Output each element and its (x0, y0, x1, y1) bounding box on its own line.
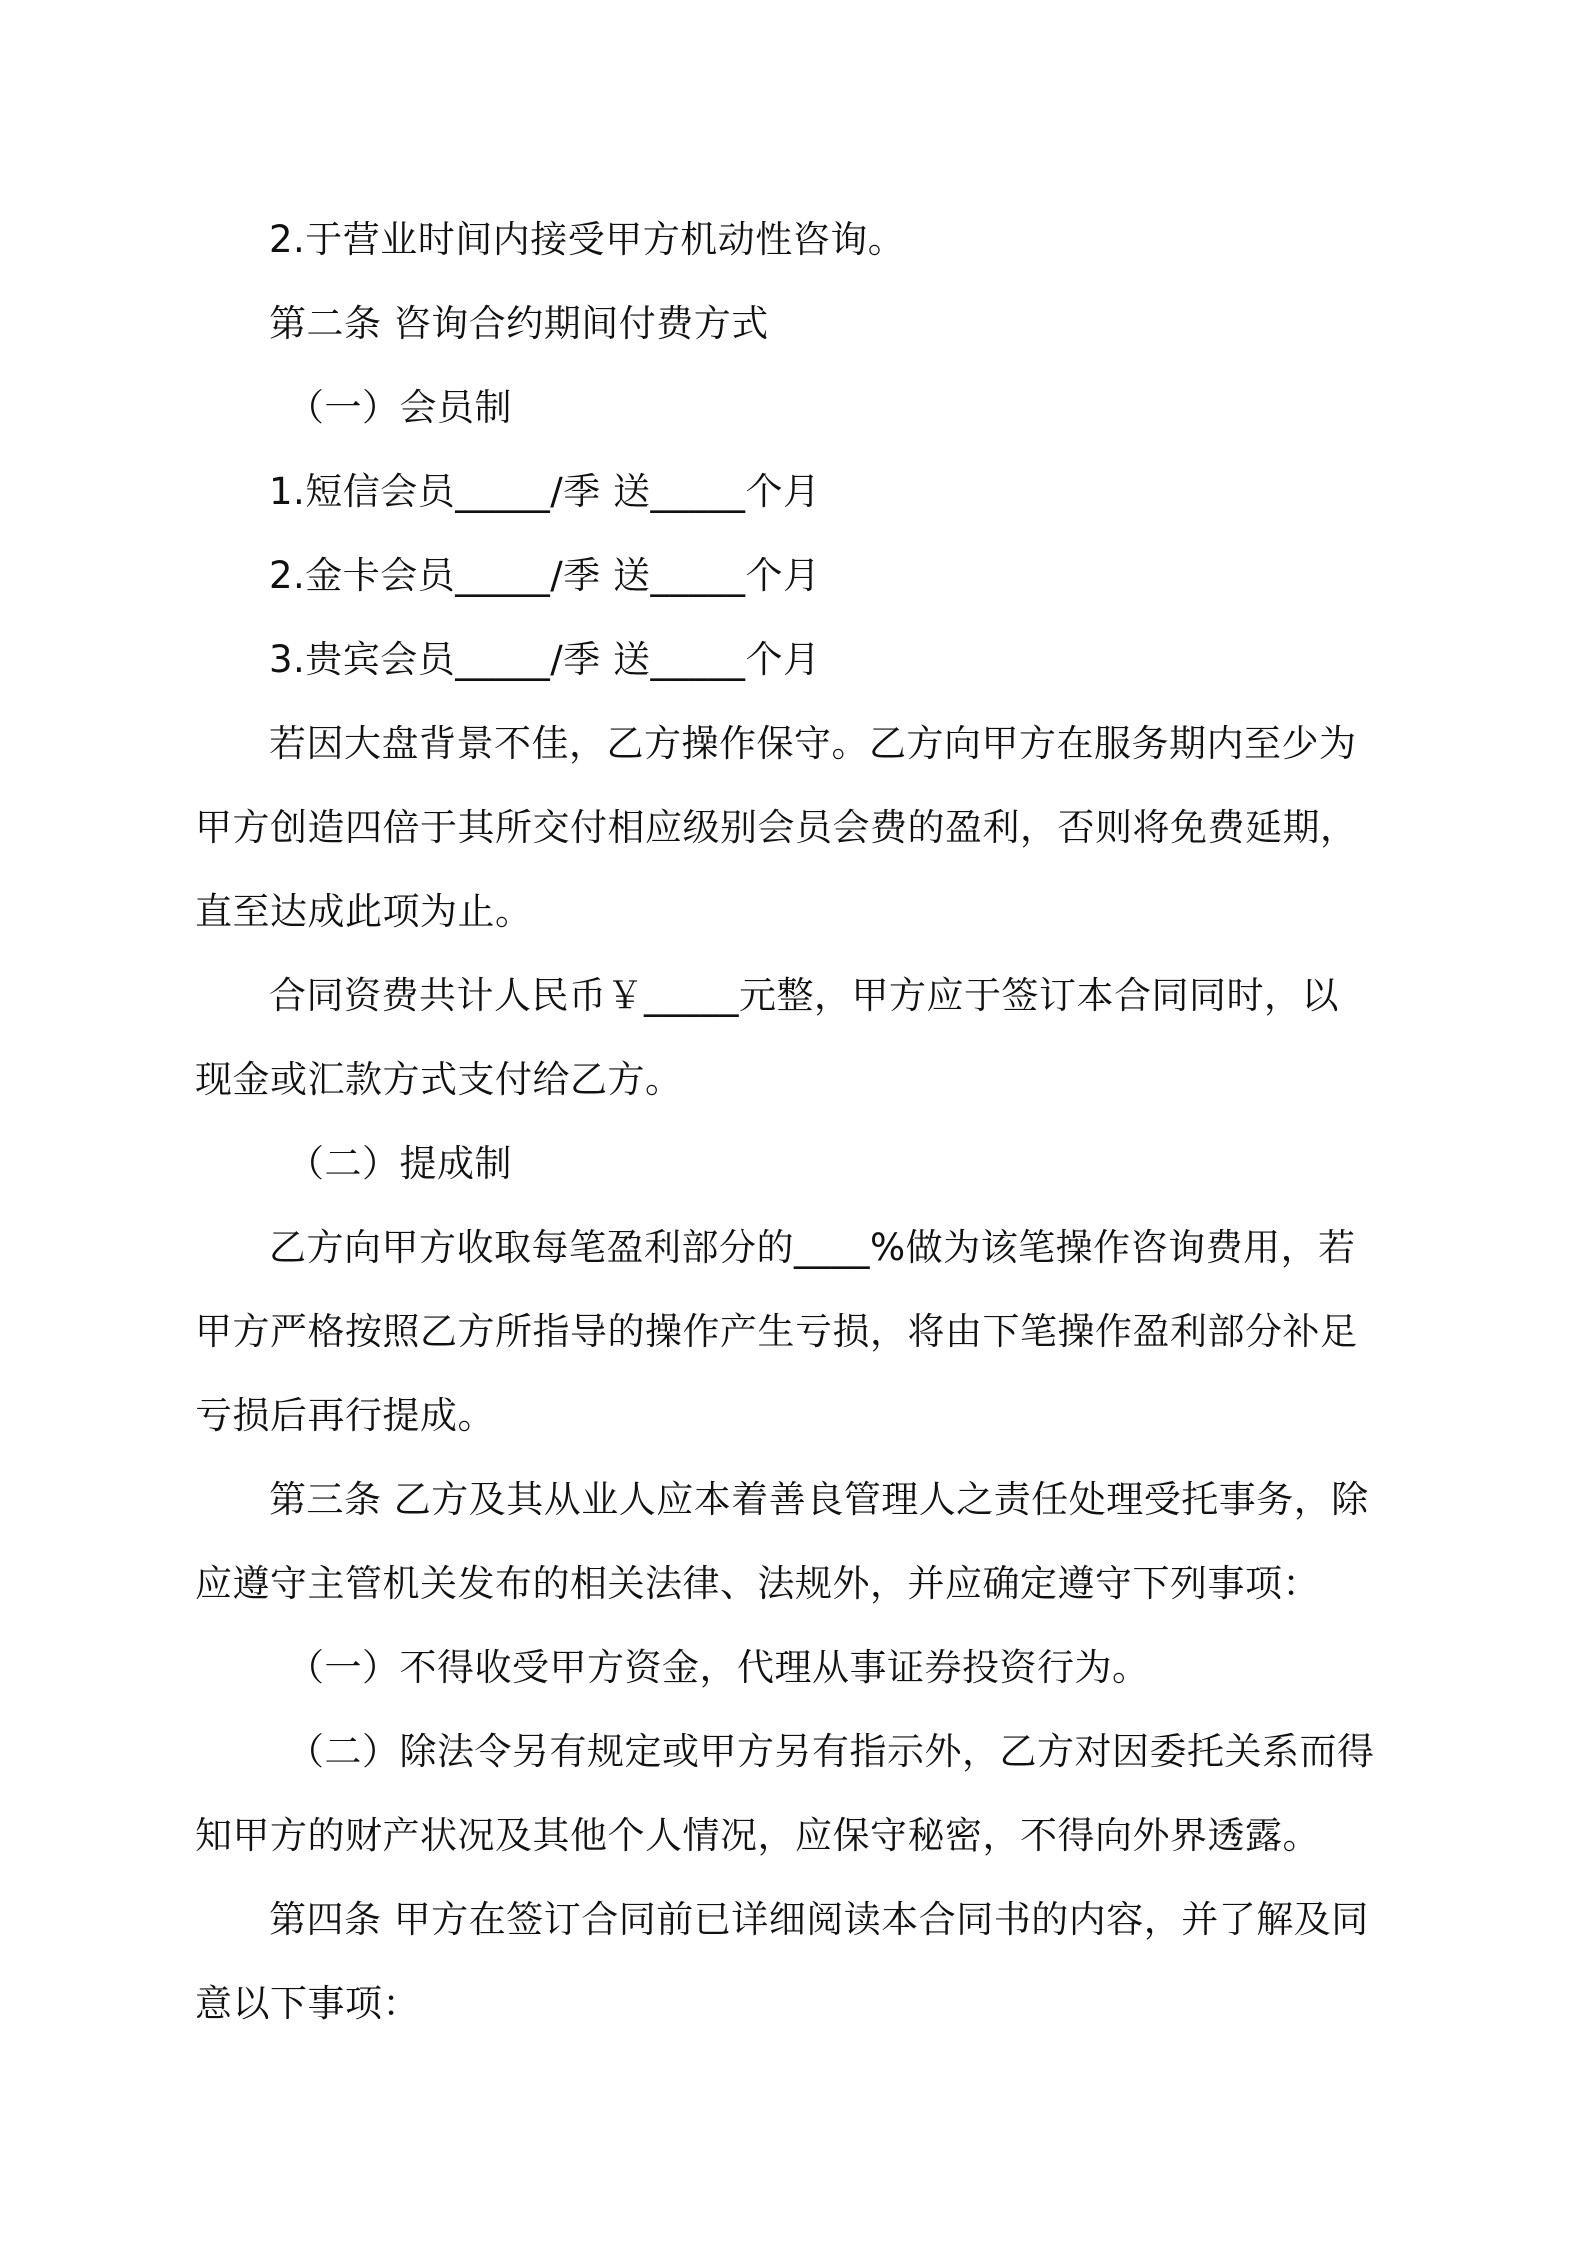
article-2-heading: 第二条 咨询合约期间付费方式 (269, 302, 769, 345)
article-3-item-2: （二）除法令另有规定或甲方另有指示外，乙方对因委托关系而得知甲方的财产状况及其他个人情况，应保守秘密，不得向外界透露。 (195, 1730, 1375, 1857)
clause-item-2-business-hours: 2.于营业时间内接受甲方机动性咨询。 (269, 218, 906, 261)
article-3-paragraph: 第三条 乙方及其从业人应本着善良管理人之责任处理受托事务，除应遵守主管机关发布的相关法律、法规外，并应确定遵守下列事项： (195, 1478, 1369, 1605)
membership-gold-line: 2.金卡会员_____/季 送_____个月 (269, 554, 821, 597)
profit-guarantee-paragraph: 若因大盘背景不佳，乙方操作保守。乙方向甲方在服务期内至少为甲方创造四倍于其所交付相应级别会员会费的盈利，否则将免费延期，直至达成此项为止。 (195, 722, 1358, 933)
article-3-item-1: （一）不得收受甲方资金，代理从事证券投资行为。 (287, 1646, 1150, 1689)
membership-sms-line: 1.短信会员_____/季 送_____个月 (269, 470, 821, 513)
contract-fee-paragraph: 合同资费共计人民币￥_____元整，甲方应于签订本合同同时，以现金或汇款方式支付给乙方。 (195, 974, 1339, 1101)
document-body (195, 198, 1375, 2046)
membership-vip-line: 3.贵宾会员_____/季 送_____个月 (269, 638, 821, 681)
section-membership-heading: （一）会员制 (287, 386, 512, 429)
commission-paragraph: 乙方向甲方收取每笔盈利部分的____%做为该笔操作咨询费用，若甲方严格按照乙方所指导的操作产生亏损，将由下笔操作盈利部分补足亏损后再行提成。 (195, 1226, 1358, 1437)
section-commission-heading: （二）提成制 (287, 1142, 512, 1185)
article-4-paragraph: 第四条 甲方在签订合同前已详细阅读本合同书的内容，并了解及同意以下事项： (195, 1898, 1369, 2025)
